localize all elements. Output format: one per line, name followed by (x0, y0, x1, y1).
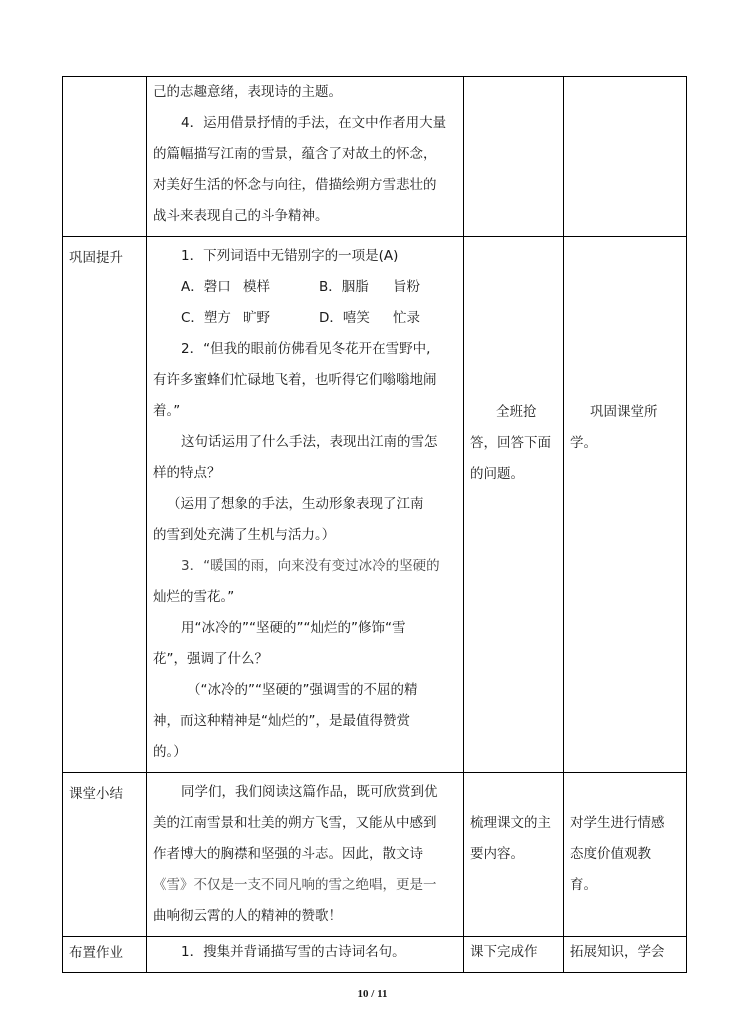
section-cell-empty (63, 77, 147, 237)
text-line: 美的江南雪景和壮美的朔方飞雪，又能从中感到 (153, 815, 437, 831)
text-line: 用“冰冷的”“坚硬的”“灿烂的”修饰“雪 (181, 620, 406, 636)
design-purpose-line: 巩固课堂所 (590, 404, 658, 420)
text-line: 3．“暖国的雨，向来没有变过冰冷的坚硬的 (181, 558, 440, 574)
text-line: 4．运用借景抒情的手法，在文中作者用大量 (181, 115, 447, 131)
option-b-word2: 旨粉 (393, 279, 420, 295)
student-activity-cell (464, 237, 564, 773)
student-activity-cell (464, 937, 564, 973)
answer-line: 神，而这种精神是“灿烂的”，是最值得赞赏 (153, 713, 410, 729)
page-number: 10 / 11 (357, 988, 388, 1000)
student-activity-line: 梳理课文的主 (470, 815, 551, 831)
table-row (63, 773, 687, 937)
student-activity-cell (464, 77, 564, 237)
option-c-word1: C．塑方 (181, 310, 231, 326)
answer-line: （“冰冷的”“坚硬的”强调雪的不屈的精 (187, 682, 418, 698)
text-line: 着。” (153, 403, 181, 419)
design-purpose-line: 对学生进行情感 (570, 815, 665, 831)
table-row (63, 937, 687, 973)
design-purpose-line: 学。 (570, 435, 597, 451)
content-cell (147, 937, 464, 973)
text-line: 这句话运用了什么手法，表现出江南的雪怎 (181, 434, 438, 450)
design-purpose-line: 态度价值观教 (570, 846, 651, 862)
text-line: 对美好生活的怀念与向往，借描绘朔方雪悲壮的 (153, 177, 437, 193)
answer-line: （运用了想象的手法，生动形象表现了江南 (167, 496, 424, 512)
section-title: 课堂小结 (69, 786, 123, 802)
option-c-word2: 旷野 (243, 310, 270, 326)
text-line: 2．“但我的眼前仿佛看见冬花开在雪野中, (181, 341, 431, 357)
section-cell (63, 237, 147, 773)
option-a-word2: 模样 (243, 279, 270, 295)
text-line: 同学们，我们阅读这篇作品，既可欣赏到优 (181, 784, 438, 800)
text-line: 灿烂的雪花。” (153, 589, 235, 605)
text-line: 《雪》不仅是一支不同凡响的雪之绝唱，更是一 (153, 877, 437, 893)
option-a-word1: A．磬口 (181, 279, 231, 295)
options-ab (153, 272, 455, 303)
content-cell (147, 77, 464, 237)
option-d-word2: 忙录 (393, 310, 420, 326)
text-line: 样的特点？ (153, 465, 221, 481)
design-purpose-line: 拓展知识，学会 (570, 944, 665, 960)
text-line: 曲响彻云霄的人的精神的赞歌！ (153, 908, 342, 924)
table-row (63, 237, 687, 773)
text-line: 战斗来表现自己的斗争精神。 (153, 208, 329, 224)
text-line: 1．搜集并背诵描写雪的古诗词名句。 (181, 944, 406, 960)
option-b-word1: B．胭脂 (319, 279, 369, 295)
section-title: 布置作业 (69, 945, 123, 961)
text-line: 的篇幅描写江南的雪景，蕴含了对故土的怀念， (153, 146, 437, 162)
text-line: 己的志趣意绪，表现诗的主题。 (153, 84, 342, 100)
student-activity-line: 课下完成作 (470, 944, 538, 960)
text-line: 有许多蜜蜂们忙碌地飞着，也听得它们嗡嗡地闹 (153, 372, 437, 388)
section-title: 巩固提升 (69, 250, 123, 266)
text-line: 作者博大的胸襟和坚强的斗志。因此，散文诗 (153, 846, 423, 862)
student-activity-line: 答，回答下面 (470, 435, 551, 451)
design-purpose-cell (564, 937, 687, 973)
answer-line: 的雪到处充满了生机与活力。） (153, 527, 336, 543)
question-1: 1．下列词语中无错别字的一项是(A) (181, 248, 399, 264)
options-cd (153, 303, 455, 334)
design-purpose-cell (564, 77, 687, 237)
content-cell (147, 237, 464, 773)
section-cell (63, 773, 147, 937)
answer-line: 的。） (153, 744, 187, 760)
section-cell (63, 937, 147, 973)
student-activity-cell (464, 773, 564, 937)
option-d-word1: D．嘻笑 (319, 310, 370, 326)
lesson-plan-table (62, 76, 687, 973)
student-activity-line: 要内容。 (470, 846, 524, 862)
design-purpose-line: 育。 (570, 877, 597, 893)
design-purpose-cell (564, 773, 687, 937)
design-purpose-cell (564, 237, 687, 773)
text-line: 花”，强调了什么？ (153, 651, 268, 667)
student-activity-line: 的问题。 (470, 466, 524, 482)
table-row (63, 77, 687, 237)
student-activity-line: 全班抢 (496, 404, 537, 420)
content-cell (147, 773, 464, 937)
